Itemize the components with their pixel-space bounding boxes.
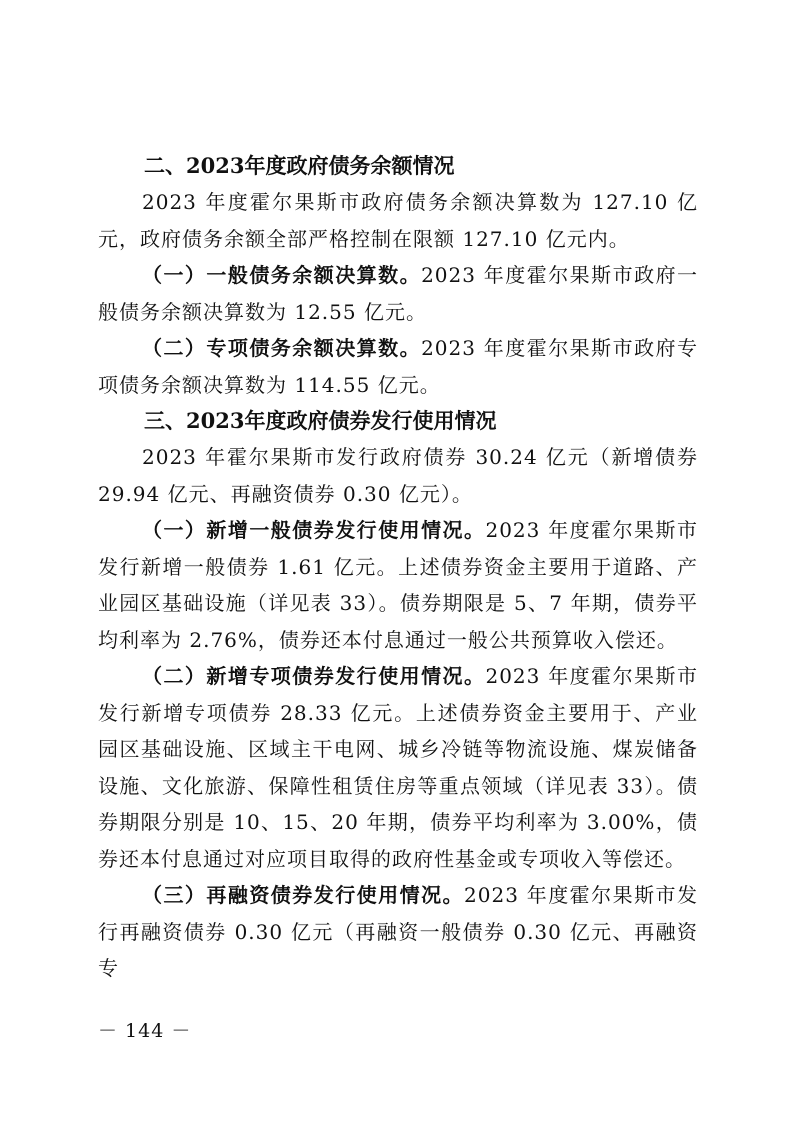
page-number: － 144 － <box>98 1020 192 1042</box>
paragraph-lead: （一）一般债务余额决算数。 <box>142 263 422 287</box>
section-heading-debt-balance: 二、2023年度政府债务余额情况 <box>144 153 455 178</box>
paragraph-bond-issuance-total <box>98 439 698 512</box>
paragraph-lead: （二）新增专项债券发行使用情况。 <box>142 664 486 688</box>
section-heading-bond-issuance: 三、2023年度政府债券发行使用情况 <box>144 408 497 433</box>
paragraph-text: 2023 年度霍尔果斯市政府专项债务余额决算数为 114.55 亿元。 <box>98 336 699 397</box>
paragraph-text: 2023 年度霍尔果斯市政府债务余额决算数为 127.10 亿元，政府债务余额全部严格控制在限额 127.10 亿元内。 <box>98 190 698 251</box>
paragraph-refinancing-bonds <box>98 877 698 987</box>
paragraph-text: 2023 年度霍尔果斯市发行再融资债券 0.30 亿元（再融资一般债券 0.30 亿元、再融资专 <box>98 883 699 980</box>
paragraph-lead: （三）再融资债券发行使用情况。 <box>142 883 465 907</box>
paragraph-lead: （一）新增一般债券发行使用情况。 <box>142 518 486 542</box>
paragraph-special-debt-balance <box>98 330 698 403</box>
paragraph-new-general-bonds <box>98 512 698 658</box>
paragraph-new-special-bonds <box>98 658 698 877</box>
paragraph-text: 2023 年度霍尔果斯市发行新增专项债券 28.33 亿元。上述债券资金主要用于、产业园区基础设施、区域主干电网、城乡冷链等物流设施、煤炭储备设施、文化旅游、保障性租赁住房等重点领域（详见表 33）。债券期限分别是 10、15、20 年期，债券平均利率为 3.00%，债券还本付息通过对应项目取得的政府性基金或专项收入等偿还。 <box>98 664 698 871</box>
paragraph-debt-balance-total <box>98 184 698 257</box>
paragraph-text: 2023 年度霍尔果斯市发行新增一般债券 1.61 亿元。上述债券资金主要用于道路、产业园区基础设施（详见表 33）。债券期限是 5、7 年期，债券平均利率为 2.76%，债券还本付息通过一般公共预算收入偿还。 <box>98 518 698 652</box>
paragraph-text: 2023 年度霍尔果斯市政府一般债务余额决算数为 12.55 亿元。 <box>98 263 699 324</box>
paragraph-general-debt-balance <box>98 257 698 330</box>
paragraph-lead: （二）专项债务余额决算数。 <box>142 336 422 360</box>
document-body <box>98 148 698 987</box>
paragraph-text: 2023 年霍尔果斯市发行政府债券 30.24 亿元（新增债券 29.94 亿元、再融资债券 0.30 亿元）。 <box>98 445 698 506</box>
